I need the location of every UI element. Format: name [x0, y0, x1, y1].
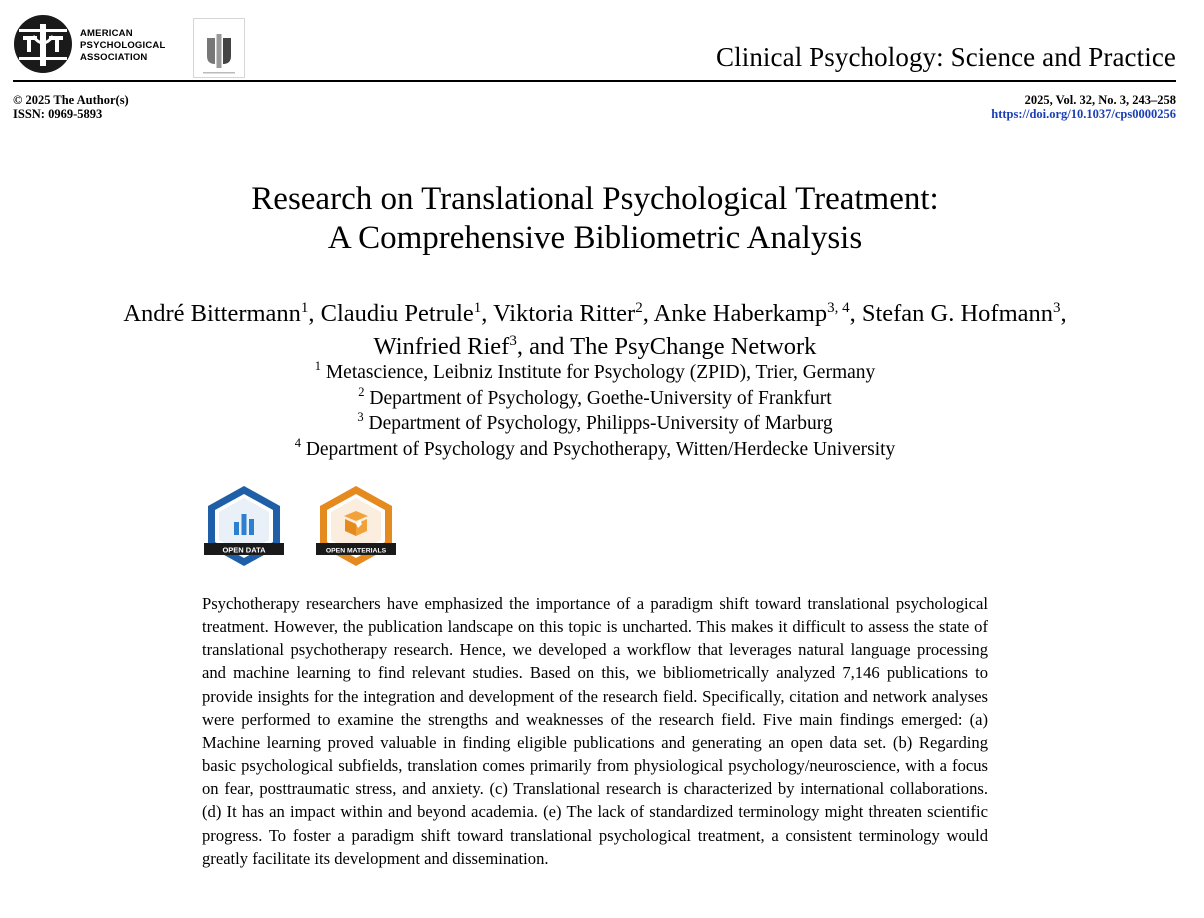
- affiliation-item: $^4$ Department of Psychology and Psychotherapy, Witten/Herdecke University: [294, 435, 896, 460]
- author-name: Stefan G. Hofmann: [861, 300, 1054, 327]
- affiliation-item: $^2$ Department of Psychology, Goethe-University of Frankfurt: [358, 384, 832, 409]
- author-name: André Bittermann: [123, 300, 301, 327]
- author-affiliation-mark: 1: [473, 300, 482, 316]
- author-affiliation-mark: 1: [300, 300, 309, 316]
- author-name: Viktoria Ritter: [493, 300, 636, 327]
- author-affiliation-mark: 3: [1053, 300, 1061, 316]
- open-data-badge[interactable]: [204, 484, 284, 568]
- copyright: © 2025 The Author(s): [13, 93, 129, 107]
- doi-link[interactable]: https://doi.org/10.1037/cps0000256: [991, 107, 1176, 121]
- author-affiliation-mark: 2: [635, 300, 643, 316]
- abstract: Psychotherapy researchers have emphasized the importance of a paradigm shift toward translational psychological treatment. However, the publication landscape on this topic is uncharted. This makes it difficult to assess the state of translational psychotherapy research. Hence, we developed a workflow that leverages natural language processing and machine learning to find relevant studies. Based on this, we bibliometrically analyzed 7,146 publications to provide insights for the integration and development of the research field. Specifically, citation and network analyses were performed to examine the strengths and weaknesses of the research field. Five main findings emerged: (a) Machine learning proved valuable in finding eligible publications and generating an open data set. (b) Regarding basic psychological subfields, translation comes primarily from physiological psychology/neuroscience, with a focus on fear, posttraumatic stress, and anxiety. (c) Translational research is characterized by international collaborations. (d) It has an impact within and beyond academia. (e) The lack of standardized terminology might threaten scientific progress. To foster a paradigm shift toward translational psychological treatment, a consistent terminology would greatly facilitate its development and dissemination.: [202, 594, 988, 868]
- citation-info: 2025, Vol. 32, No. 3, 243–258: [1024, 93, 1176, 107]
- journal-title: Clinical Psychology: Science and Practice: [716, 42, 1176, 72]
- open-data-label: OPEN DATA: [222, 545, 266, 555]
- article-meta-left: [13, 93, 129, 121]
- apa-logo-icon: [13, 14, 73, 74]
- affiliation-item: $^3$ Department of Psychology, Philipps-University of Marburg: [357, 410, 833, 434]
- article-title: Research on Translational Psychological Treatment: A Comprehensive Bibliometric Analysis: [251, 181, 939, 256]
- affiliation-list: [0, 360, 1190, 462]
- affiliation-item: $^1$ Metascience, Leibniz Institute for Psychology (ZPID), Trier, Germany: [314, 359, 876, 383]
- open-materials-badge[interactable]: [316, 484, 396, 568]
- apa-wordmark: AMERICAN PSYCHOLOGICAL ASSOCIATION: [80, 28, 166, 63]
- author-affiliation-mark: 3: [509, 333, 517, 349]
- issn: ISSN: 0969-5893: [13, 107, 103, 121]
- author-affiliation-mark: 3, 4: [827, 300, 850, 316]
- author-list: André Bittermann$^1$, Claudiu Petrule$^1$, Viktoria Ritter$^2$, Anke Haberkamp$^{3, 4}$, Stefan G. Hofmann$^3$, Winfried Rief$^3$, and The PsyChange Network: [123, 300, 1067, 360]
- open-materials-label: OPEN MATERIALS: [325, 547, 387, 555]
- society-clinical-psychology-logo: [193, 18, 245, 78]
- header-divider: [13, 80, 1176, 82]
- author-name: Winfried Rief: [373, 333, 510, 360]
- author-name: Claudiu Petrule: [320, 300, 474, 327]
- article-meta-right: [991, 93, 1176, 121]
- journal-header: [13, 14, 1176, 80]
- author-name: Anke Haberkamp: [653, 300, 828, 327]
